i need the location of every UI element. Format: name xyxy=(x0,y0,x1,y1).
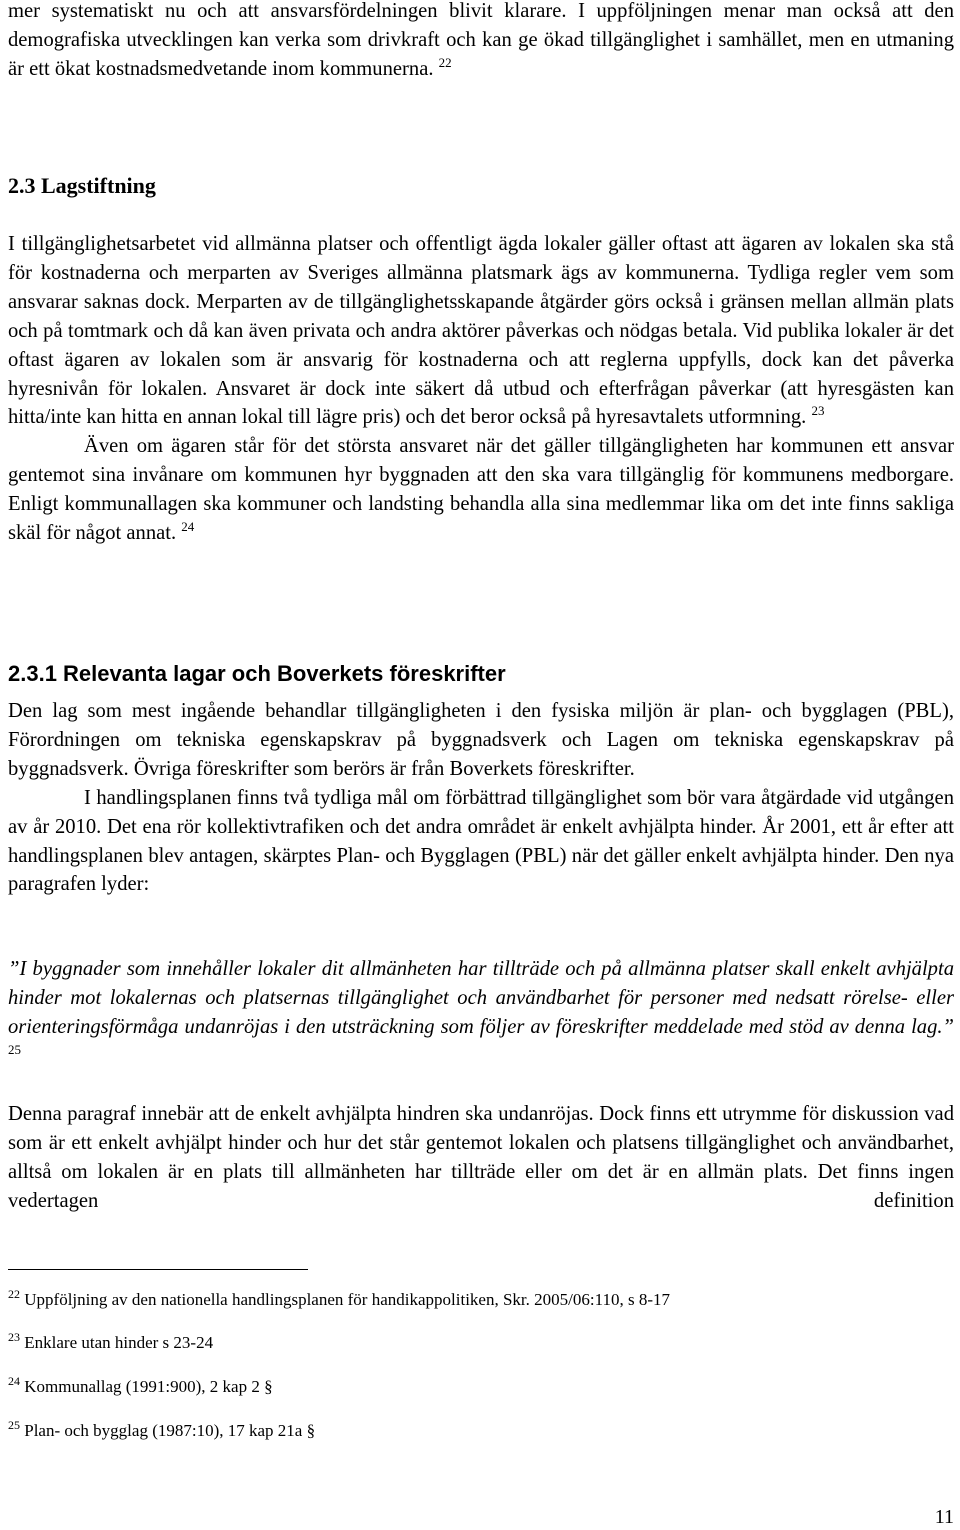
footnote-22 xyxy=(8,1287,670,1310)
intro-text: mer systematiskt nu och att ansvarsfördelningen blivit klarare. I uppföljningen menar man också att den demografiska utvecklingen kan verka som drivkraft och kan ge ökad tillgänglighet i samhället, men en utmaning är ett ökat kostnadsmedvetande inom kommunerna. xyxy=(8,0,954,80)
footnote-ref-22: 22 xyxy=(438,54,452,70)
footnote-24-number: 24 xyxy=(8,1374,20,1388)
law-quote xyxy=(8,955,954,1071)
page-number: 11 xyxy=(934,1506,954,1528)
footnote-separator xyxy=(8,1269,308,1270)
section-2-3-body xyxy=(8,230,954,548)
section-heading-2-3-1: 2.3.1 Relevanta lagar och Boverkets föreskrifter xyxy=(8,661,506,686)
law-quote-text: ”I byggnader som innehåller lokaler dit allmänheten har tillträde och på allmänna platser skall enkelt avhjälpta hinder mot lokalernas och platsernas tillgänglighet och användbarhet för personer med nedsatt rörelse- eller orienteringsförmåga undanröjas i den utsträckning som följer av föreskrifter meddelade med stöd av denna lag.” xyxy=(8,958,954,1038)
footnote-ref-23: 23 xyxy=(811,403,825,419)
footnote-24 xyxy=(8,1374,273,1397)
footnote-25 xyxy=(8,1418,316,1441)
footnote-25-text: Plan- och bygglag (1987:10), 17 kap 21a § xyxy=(24,1421,316,1440)
section-2-3-1-body xyxy=(8,697,954,899)
footnote-ref-24: 24 xyxy=(181,519,195,535)
footnote-25-number: 25 xyxy=(8,1418,20,1432)
section-2-3-1-paragraph-2: I handlingsplanen finns två tydliga mål om förbättrad tillgänglighet som bör vara åtgärdade vid utgången av år 2010. Det ena rör kollektivtrafiken och det andra området är enkelt avhjälpta hinder. År 2001, ett år efter att handlingsplanen blev antagen, skärptes Plan- och Bygglagen (PBL) när det gäller enkelt avhjälpta hinder. Den nya paragrafen lyder: xyxy=(8,786,954,896)
section-heading-2-3: 2.3 Lagstiftning xyxy=(8,173,156,198)
footnote-22-number: 22 xyxy=(8,1287,20,1301)
section-2-3-1-paragraph-3: Denna paragraf innebär att de enkelt avhjälpta hindren ska undanröjas. Dock finns ett utrymme för diskussion vad som är ett enkelt avhjälpt hinder och hur det står gentemot lokalen och platsens tillgänglighet och användbarhet, alltså om lokalen är en plats till allmänheten har tillträde eller om det är en allmän plats. Det finns ingen vedertagen definition xyxy=(8,1103,954,1212)
section-2-3-paragraph-2-text: Även om ägaren står för det största ansvaret när det gäller tillgängligheten har kommunen ett ansvar gentemot sina invånare om kommunen hyr byggnaden att den ska vara tillgänglig för kommunens medborgare. Enligt kommunallagen ska kommuner och landsting behandla alla sina medlemmar lika om det inte finns sakliga skäl för något annat. xyxy=(8,435,954,545)
footnote-23 xyxy=(8,1330,214,1353)
footnote-24-text: Kommunallag (1991:900), 2 kap 2 § xyxy=(24,1377,273,1396)
footnote-22-text: Uppföljning av den nationella handlingsplanen för handikappolitiken, Skr. 2005/06:110, s 8-17 xyxy=(24,1290,670,1309)
footnote-23-text: Enklare utan hinder s 23-24 xyxy=(24,1333,214,1352)
section-2-3-paragraph-1-text: I tillgänglighetsarbetet vid allmänna platser och offentligt ägda lokaler gäller oftast att ägaren av lokalen ska stå för kostnaderna och merparten av Sveriges allmänna platsmark ägs av kommunerna. Tydliga regler vem som ansvarar saknas dock. Merparten av de tillgänglighetsskapande åtgärder görs också i gränsen mellan allmän plats och på tomtmark och då kan även privata och andra aktörer påverkas och nödgas betala. Vid publika lokaler är det oftast ägaren av lokalen som är ansvarig för kostnaderna och att reglerna uppfylls, dock kan det påverka hyresnivån för lokalen. Ansvaret är dock inte säkert då utbud och efterfrågan påverkar (att hyresgästen kan hitta/inte kan hitta en annan lokal till lägre pris) och det beror också på hyresavtalets utformning. xyxy=(8,233,954,429)
footnote-23-number: 23 xyxy=(8,1330,20,1344)
section-2-3-1-paragraph-1: Den lag som mest ingående behandlar tillgängligheten i den fysiska miljön är plan- och bygglagen (PBL), Förordningen om tekniska egenskapskrav på byggnadsverk och Lagen om tekniska egenskapskrav på byggnadsverk. Övriga föreskrifter som berörs är från Boverkets föreskrifter. xyxy=(8,700,954,780)
section-2-3-paragraph-2 xyxy=(8,432,954,548)
section-2-3-paragraph-1 xyxy=(8,230,954,432)
footnote-ref-25: 25 xyxy=(8,1041,21,1057)
intro-paragraph xyxy=(8,0,954,84)
